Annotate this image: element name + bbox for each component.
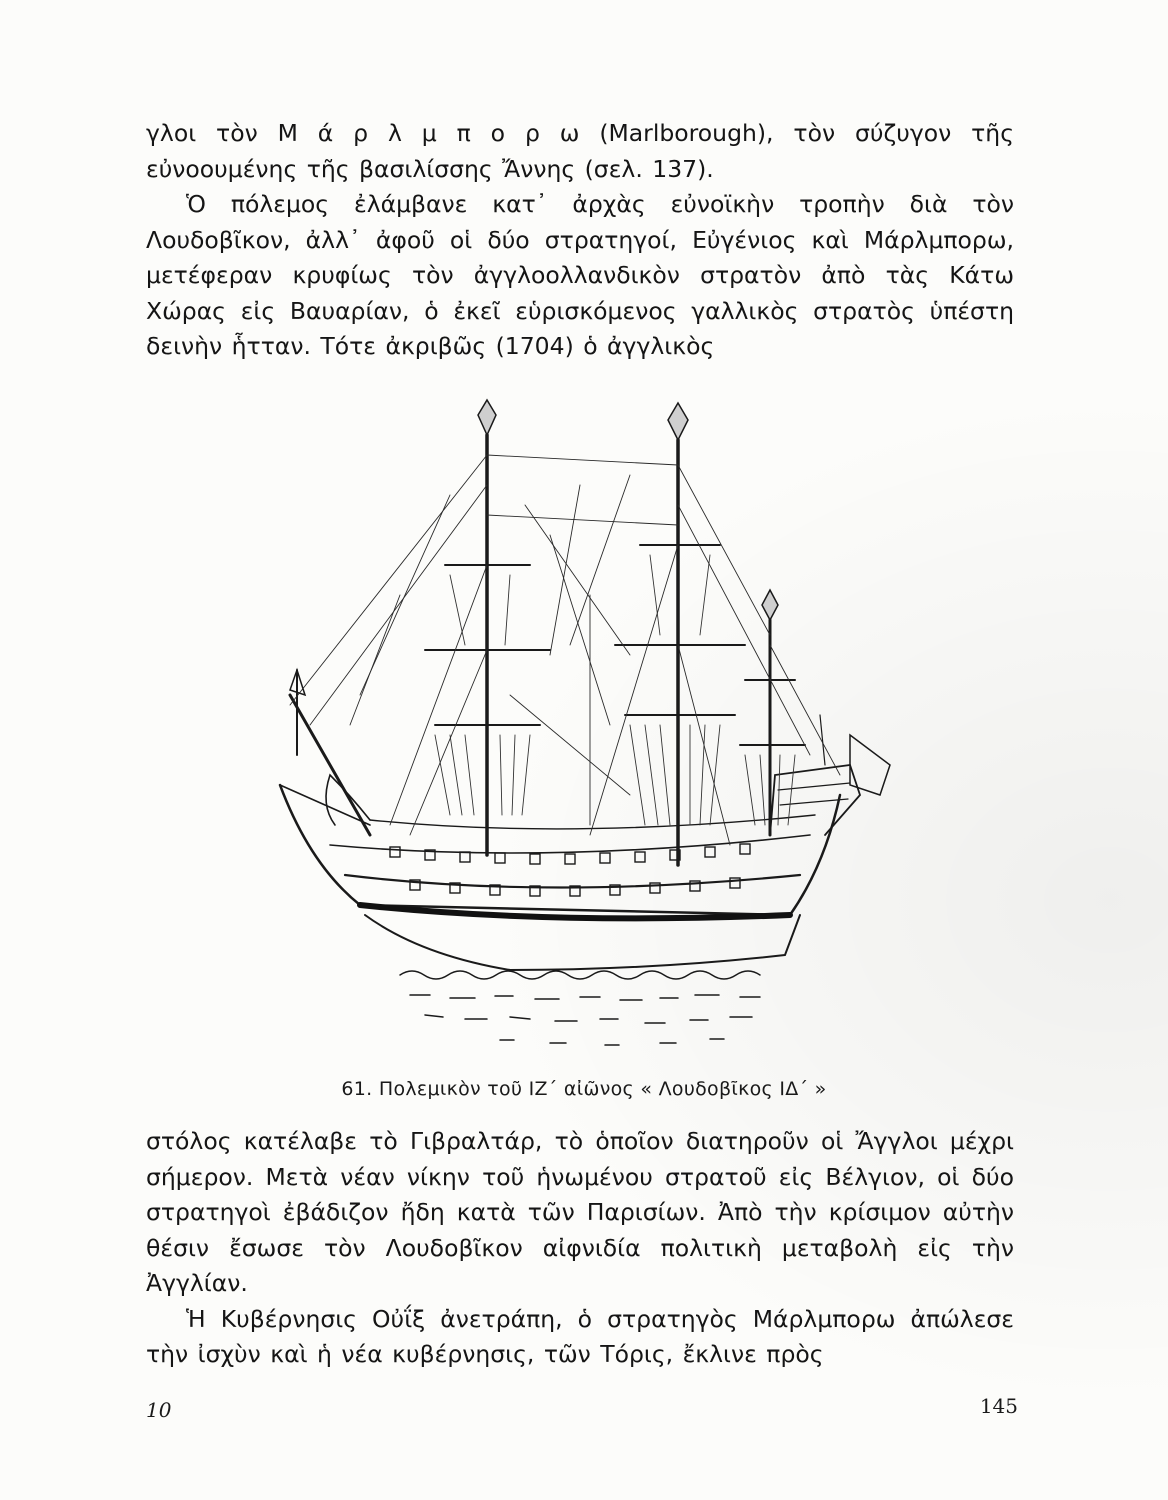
paragraph-continuation: γλοι τὸν Μ ά ρ λ μ π ο ρ ω (Marlborough), τὸν σύζυγον τῆς εὐνοουμένης τῆς βασιλίσσης Ἄννης (σελ. 137). (146, 119, 1014, 183)
paragraph-war-progress: Ὁ πόλεμος ἐλάμβανε κατ᾽ ἀρχὰς εὐνοϊκὴν τροπὴν διὰ τὸν Λουδοβῖκον, ἀλλ᾽ ἀφοῦ οἱ δύο στρατηγοί, Εὐγένιος καὶ Μάρλμπορω, μετέφεραν κρυφίως τὸν ἀγγλοολλανδικὸν στρατὸν ἀπὸ τὰς Κάτω Χώρας εἰς Βαυαρίαν, ὁ ἐκεῖ εὑρισκόμενος γαλλικὸς στρατὸς ὑπέστη δεινὴν ἧτταν. Τότε ἀκριβῶς (1704) ὁ ἀγγλικὸς (146, 190, 1014, 360)
ship-illustration (250, 395, 910, 1065)
bottom-text-block (146, 1124, 1014, 1373)
signature-mark: 10 (146, 1398, 172, 1422)
paragraph-gibraltar: στόλος κατέλαβε τὸ Γιβραλτάρ, τὸ ὁποῖον διατηροῦν οἱ Ἄγγλοι μέχρι σήμερον. Μετὰ νέαν νίκην τοῦ ἡνωμένου στρατοῦ εἰς Βέλγιον, οἱ δύο στρατηγοὶ ἐβάδιζον ἤδη κατὰ τῶν Παρισίων. Ἀπὸ τὴν κρίσιμον αὐτὴν θέσιν ἔσωσε τὸν Λουδοβῖκον αἰφνιδία πολιτικὴ μεταβολὴ εἰς τὴν Ἀγγλίαν. (146, 1127, 1014, 1297)
page-number: 145 (979, 1394, 1018, 1418)
paragraph-whig-government: Ἡ Κυβέρνησις Οὐΐξ ἀνετράπη, ὁ στρατηγὸς Μάρλμπορω ἀπώλεσε τὴν ἰσχὺν καὶ ἡ νέα κυβέρνησις, τῶν Τόρις, ἔκλινε πρὸς (146, 1304, 1014, 1368)
top-text-block (146, 116, 1014, 365)
figure-caption: 61. Πολεμικὸν τοῦ ΙΖ΄ αἰῶνος « Λουδοβῖκος ΙΔ΄ » (341, 1078, 827, 1100)
